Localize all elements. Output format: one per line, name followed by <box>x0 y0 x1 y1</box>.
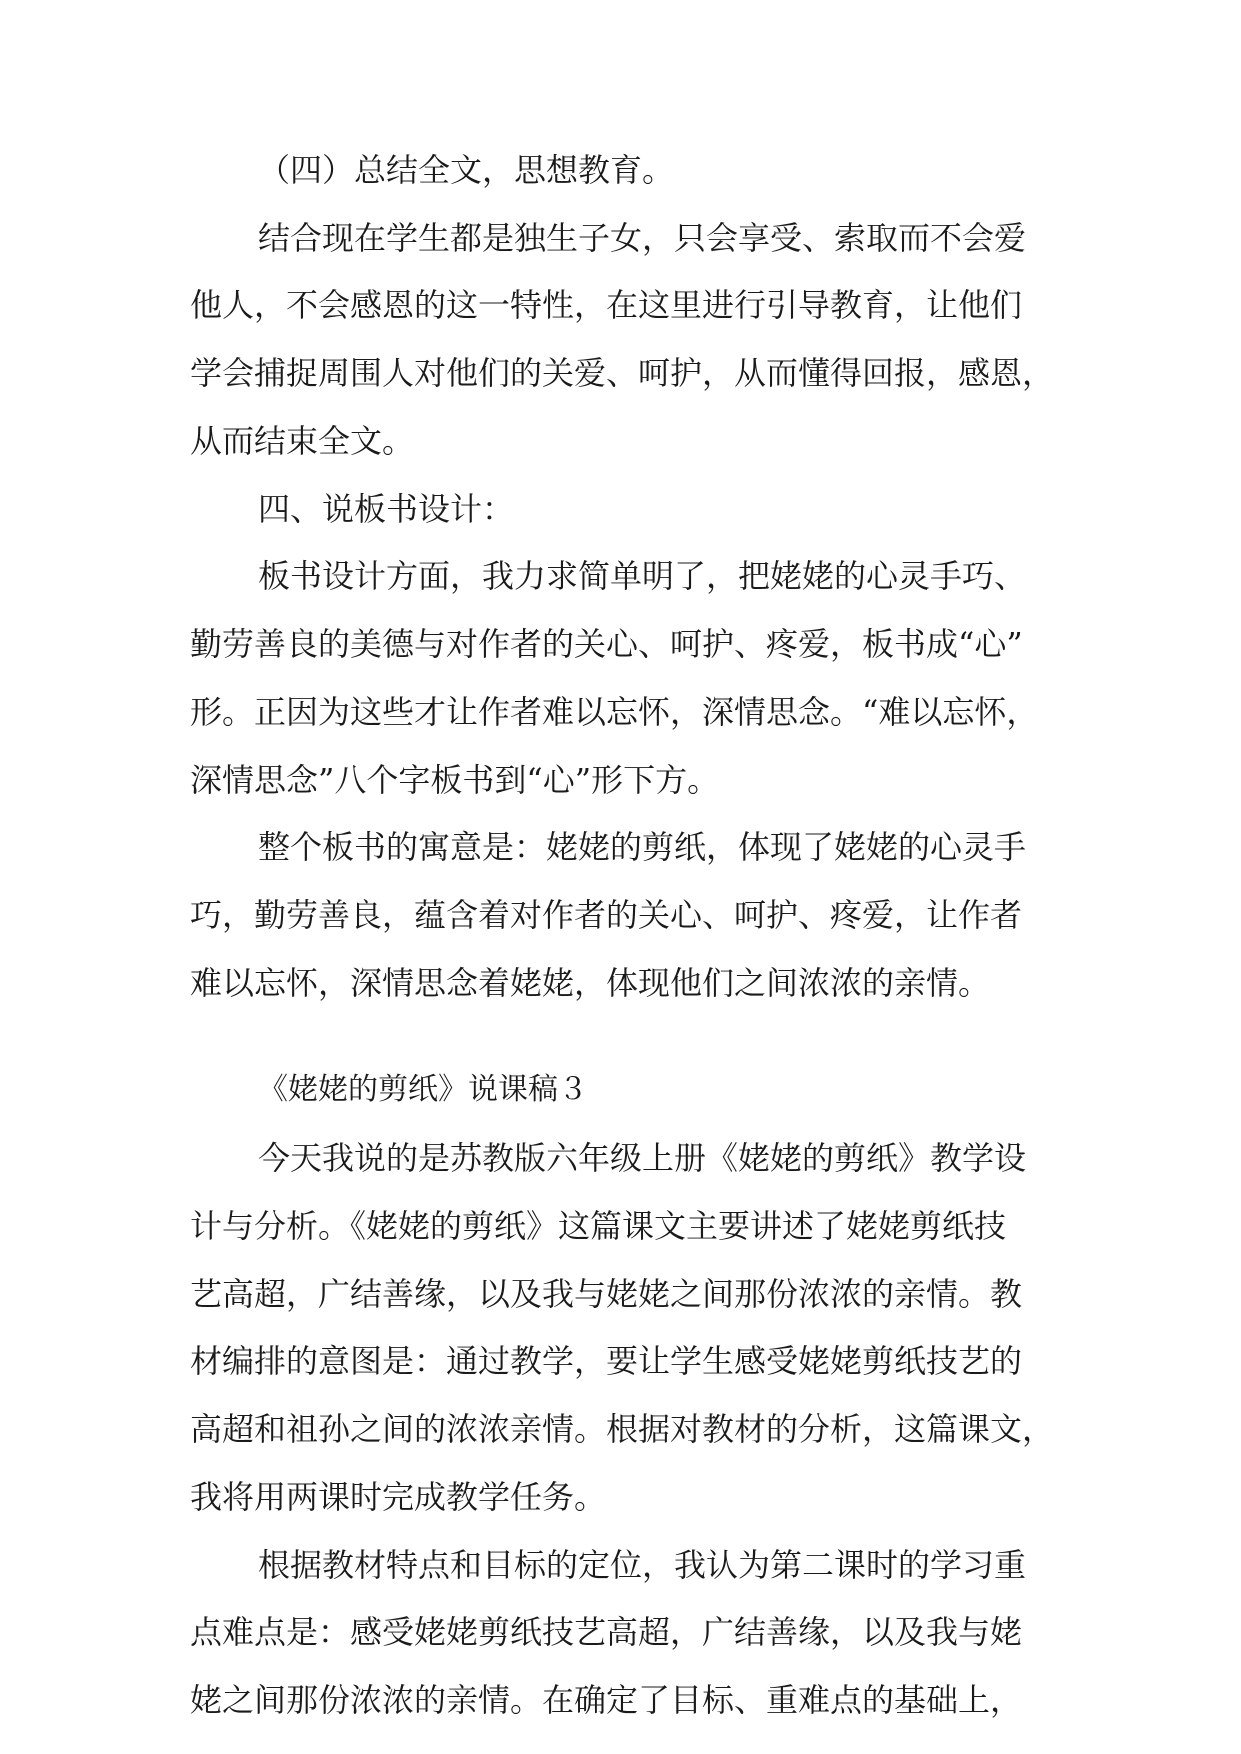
paragraph-line: 巧，勤劳善良，蕴含着对作者的关心、呵护、疼爱，让作者 <box>190 896 1023 934</box>
paragraph-line: 我将用两课时完成教学任务。 <box>190 1478 607 1516</box>
paragraph-line: 点难点是：感受姥姥剪纸技艺高超，广结善缘，以及我与姥 <box>190 1613 1023 1651</box>
paragraph-line: 高超和祖孙之间的浓浓亲情。根据对教材的分析，这篇课文， <box>190 1410 1055 1448</box>
paragraph-line: 难以忘怀，深情思念着姥姥，体现他们之间浓浓的亲情。 <box>190 964 991 1002</box>
paragraph-line: 他人，不会感恩的这一特性，在这里进行引导教育，让他们 <box>190 286 1023 324</box>
paragraph-line: 根据教材特点和目标的定位，我认为第二课时的学习重 <box>258 1546 1027 1584</box>
paragraph-line: 材编排的意图是：通过教学，要让学生感受姥姥剪纸技艺的 <box>190 1342 1023 1380</box>
paragraph-line: 艺高超，广结善缘，以及我与姥姥之间那份浓浓的亲情。教 <box>190 1275 1023 1313</box>
paragraph-line: 学会捕捉周围人对他们的关爱、呵护，从而懂得回报，感恩， <box>190 354 1055 392</box>
paragraph-line: 结合现在学生都是独生子女，只会享受、索取而不会爱 <box>258 219 1027 257</box>
paragraph-line: 从而结束全文。 <box>190 422 415 460</box>
section-heading-board-design: 四、说板书设计： <box>258 490 515 528</box>
paragraph-line: 深情思念”八个字板书到“心”形下方。 <box>190 761 720 799</box>
paragraph-line: 形。正因为这些才让作者难以忘怀，深情思念。“难以忘怀， <box>190 693 1039 731</box>
paragraph-line: 计与分析。《姥姥的剪纸》这篇课文主要讲述了姥姥剪纸技 <box>190 1207 1007 1245</box>
paragraph-line: 整个板书的寓意是：姥姥的剪纸，体现了姥姥的心灵手 <box>258 828 1027 866</box>
paragraph-line: 勤劳善良的美德与对作者的关心、呵护、疼爱，板书成“心” <box>190 625 1023 663</box>
paragraph-line: 板书设计方面，我力求简单明了，把姥姥的心灵手巧、 <box>258 557 1027 595</box>
paragraph-line: 姥之间那份浓浓的亲情。在确定了目标、重难点的基础上， <box>190 1681 1023 1719</box>
section-heading-summary: （四）总结全文，思想教育。 <box>258 151 675 189</box>
paragraph-line: 今天我说的是苏教版六年级上册《姥姥的剪纸》教学设 <box>258 1139 1027 1177</box>
document-subtitle: 《姥姥的剪纸》说课稿３ <box>258 1072 588 1107</box>
